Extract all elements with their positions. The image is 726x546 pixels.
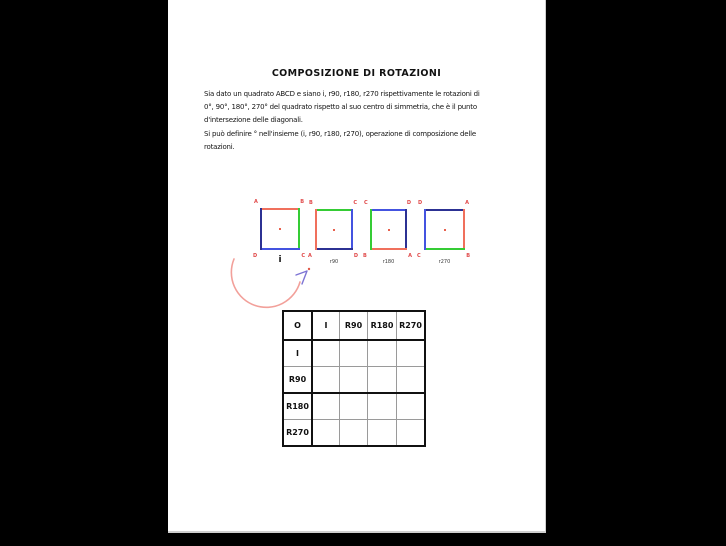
square-edge-left bbox=[370, 209, 372, 250]
rotation-square-i bbox=[253, 199, 305, 265]
square-edge-top bbox=[370, 209, 407, 211]
table-cell bbox=[312, 393, 340, 420]
vertex-label: D bbox=[418, 200, 423, 206]
vertex-label: A bbox=[308, 253, 312, 259]
center-dot bbox=[279, 228, 281, 230]
row-header-cell: R270 bbox=[283, 420, 312, 447]
square-edge-right bbox=[298, 208, 300, 250]
table-cell bbox=[397, 420, 426, 447]
table-cell bbox=[340, 367, 368, 394]
column-header-cell: I bbox=[312, 311, 340, 340]
table-cell bbox=[312, 367, 340, 394]
table-cell bbox=[397, 367, 426, 394]
square-edge-bottom bbox=[315, 248, 353, 250]
table-cell bbox=[312, 340, 340, 367]
vertex-label: B bbox=[300, 199, 304, 205]
table-cell bbox=[368, 393, 397, 420]
vertex-label: D bbox=[353, 253, 358, 259]
square-edge-bottom bbox=[370, 248, 407, 250]
table-cell bbox=[368, 420, 397, 447]
operation-symbol-cell: O bbox=[283, 311, 312, 340]
square-caption: i bbox=[278, 255, 282, 265]
vertex-label: C bbox=[353, 200, 357, 206]
square-caption: r180 bbox=[382, 259, 395, 265]
vertex-label: A bbox=[408, 253, 412, 259]
square-caption: r270 bbox=[438, 259, 451, 265]
page-title: COMPOSIZIONE DI ROTAZIONI bbox=[271, 68, 442, 79]
square-edge-right bbox=[463, 209, 465, 250]
intro-line: 0°, 90°, 180°, 270° del quadrato rispetto al suo centro di simmetria, che è il punto bbox=[204, 103, 477, 112]
rotation-square-r180 bbox=[363, 200, 412, 265]
center-dot bbox=[444, 229, 446, 231]
intro-line: Sia dato un quadrato ABCD e siano i, r90, r180, r270 rispettivamente le rotazioni di bbox=[204, 90, 480, 98]
table-cell bbox=[340, 393, 368, 420]
center-dot bbox=[388, 229, 390, 231]
rotation-square-r90 bbox=[308, 200, 358, 265]
square-edge-bottom bbox=[424, 248, 465, 250]
vertex-label: D bbox=[253, 253, 258, 259]
intro-line: Si può definire ° nell'insieme (i, r90, r180, r270), operazione di composizione delle bbox=[204, 129, 476, 138]
square-edge-right bbox=[405, 209, 407, 250]
vertex-label: A bbox=[254, 199, 258, 205]
square-edge-left bbox=[315, 209, 317, 250]
table-cell bbox=[368, 367, 397, 394]
vertex-label: C bbox=[417, 253, 421, 259]
document-page bbox=[168, 0, 546, 533]
vertex-label: B bbox=[363, 253, 367, 259]
table-cell bbox=[340, 340, 368, 367]
vertex-label: B bbox=[309, 200, 313, 206]
square-caption: r90 bbox=[329, 259, 339, 265]
vertex-label: C bbox=[364, 200, 368, 206]
square-edge-right bbox=[351, 209, 353, 250]
vertex-label: B bbox=[466, 253, 470, 259]
rotation-square-r270 bbox=[417, 200, 470, 265]
table-cell bbox=[312, 420, 340, 447]
square-edge-top bbox=[315, 209, 353, 211]
intro-line: d'intersezione delle diagonali. bbox=[204, 116, 303, 125]
row-header-cell: R90 bbox=[283, 367, 312, 394]
table-cell bbox=[397, 393, 426, 420]
composition-table bbox=[282, 310, 426, 447]
vertex-label: C bbox=[301, 253, 305, 259]
vertex-label: A bbox=[465, 200, 469, 206]
row-header-cell: I bbox=[283, 340, 312, 367]
square-edge-top bbox=[424, 209, 465, 211]
intro-paragraph bbox=[204, 88, 480, 154]
square-edge-left bbox=[260, 208, 262, 250]
column-header-cell: R180 bbox=[368, 311, 397, 340]
table-cell bbox=[340, 420, 368, 447]
square-edge-left bbox=[424, 209, 426, 250]
vertex-label: D bbox=[406, 200, 411, 206]
table-cell bbox=[368, 340, 397, 367]
ccw-rotation-arrow-icon bbox=[225, 248, 320, 312]
intro-line: rotazioni. bbox=[204, 142, 235, 151]
table-cell bbox=[397, 340, 426, 367]
row-header-cell: R180 bbox=[283, 393, 312, 420]
square-edge-top bbox=[260, 208, 300, 210]
column-header-cell: R270 bbox=[397, 311, 426, 340]
center-dot bbox=[333, 229, 335, 231]
column-header-cell: R90 bbox=[340, 311, 368, 340]
